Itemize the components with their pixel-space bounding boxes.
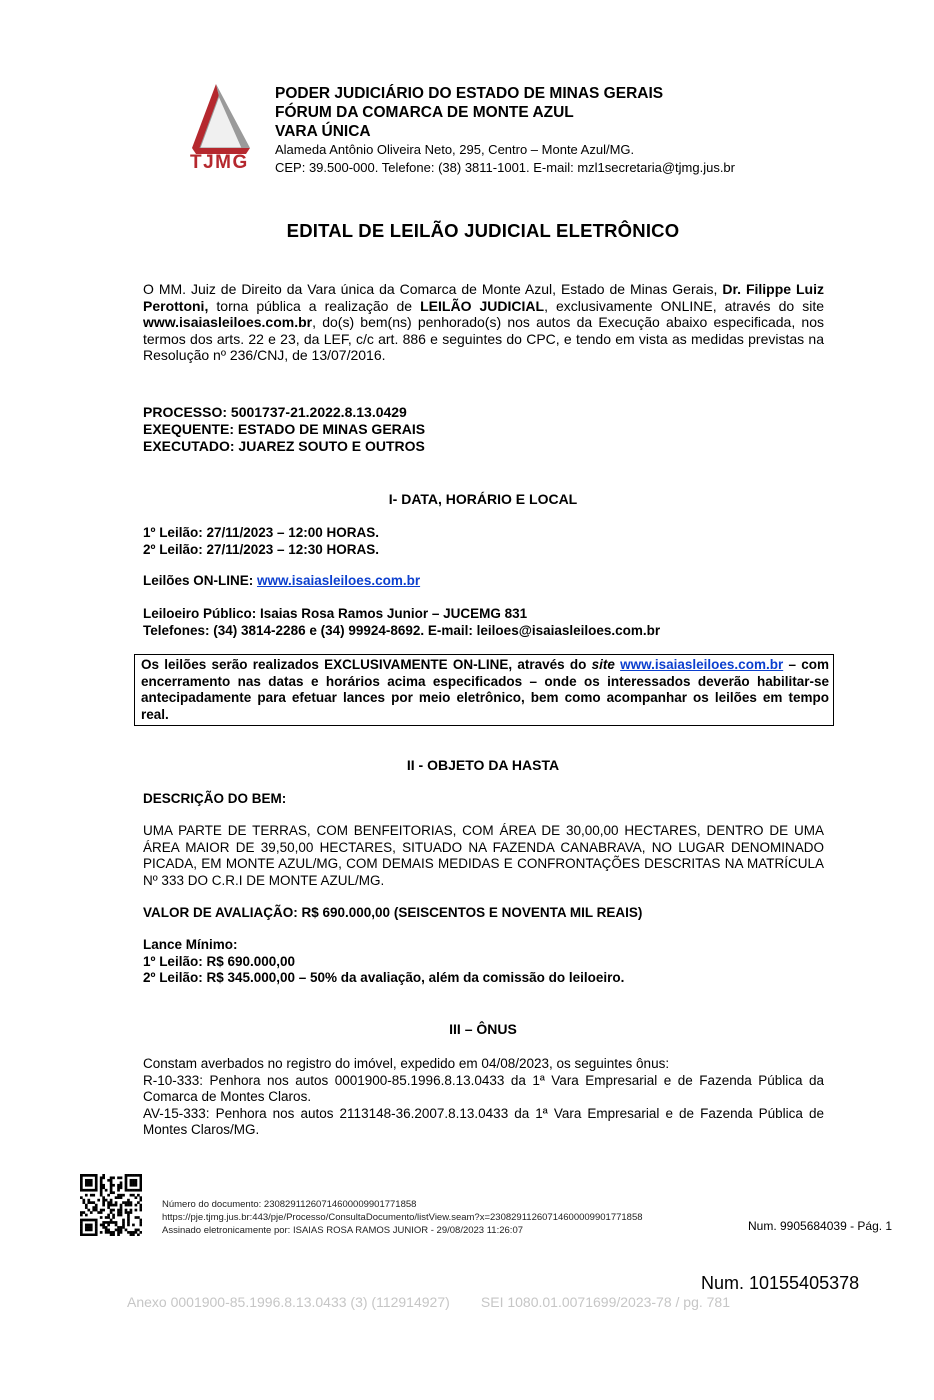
- footer-url: https://pje.tjmg.jus.br:443/pje/Processo/ConsultaDocumento/listView.seam?x=23082911260714600009901771858: [162, 1212, 643, 1223]
- online-notice-box: [134, 654, 834, 726]
- page-number: Num. 9905684039 - Pág. 1: [748, 1219, 893, 1233]
- intro-paragraph: [143, 281, 824, 364]
- leilao2: 2º Leilão: 27/11/2023 – 12:30 HORAS.: [143, 541, 380, 557]
- intro-t2: torna pública a realização de: [208, 297, 421, 314]
- intro-auction: LEILÃO JUDICIAL: [420, 297, 545, 314]
- intro-t3: , exclusivamente ONLINE, através do site: [544, 297, 825, 314]
- process-block: [143, 404, 425, 455]
- desc-label: DESCRIÇÃO DO BEM:: [143, 791, 287, 806]
- lance1: 1º Leilão: R$ 690.000,00: [143, 953, 296, 969]
- header-line2: FÓRUM DA COMARCA DE MONTE AZUL: [275, 104, 574, 121]
- box-link[interactable]: www.isaiasleiloes.com.br: [620, 657, 784, 672]
- leilao-dates: [143, 525, 379, 558]
- document-num: Num. 10155405378: [701, 1273, 860, 1293]
- lance2: 2º Leilão: R$ 345.000,00 – 50% da avaliação, além da comissão do leiloeiro.: [143, 970, 625, 985]
- footer-signed: Assinado eletronicamente por: ISAIAS ROSA RAMOS JUNIOR - 29/08/2023 11:26:07: [162, 1225, 524, 1236]
- header-block: [275, 84, 735, 177]
- box-t1: Os leilões serão realizados EXCLUSIVAMENTE ON-LINE, através do: [141, 657, 592, 672]
- leiloeiro-block: [143, 606, 660, 639]
- qr-code-icon: [80, 1174, 142, 1236]
- intro-t4: , do(s) bem(ns) penhorado(s) nos autos da Execução abaixo especificada, nos termos dos arts. 22 e 23, da LEF, c/c art. 886 e seguintes do CPC, e tendo em vista as medidas previstas na Resolução nº 236/CNJ, de 13/07/2016.: [143, 314, 824, 363]
- lance-block: [143, 937, 624, 987]
- box-t3: – com encerramento nas datas e horários acima especificados – onde os interessados deverão habilitar-se antecipadamente para efetuar lances por meio eletrônico, bem como acompanhar os leilões em tempo real.: [141, 657, 829, 722]
- header-line3: VARA ÚNICA: [275, 123, 371, 140]
- onus-block: [143, 1056, 824, 1139]
- online-label: Leilões ON-LINE:: [143, 573, 258, 588]
- logo-text: TJMG: [190, 152, 249, 173]
- onus-r10: R-10-333: Penhora nos autos 0001900-85.1996.8.13.0433 da 1ª Vara Empresarial e de Fazenda Pública da Comarca de Montes Claros.: [143, 1072, 824, 1104]
- annex-watermark: Anexo 0001900-85.1996.8.13.0433 (3) (112914927) SEI 1080.01.0071699/2023-78 / pg. 781: [127, 1294, 730, 1310]
- onus-av15: AV-15-333: Penhora nos autos 2113148-36.2007.8.13.0433 da 1ª Vara Empresarial e de Fazenda Pública de Montes Claros/MG.: [143, 1105, 824, 1137]
- process-number: PROCESSO: 5001737-21.2022.8.13.0429: [143, 404, 407, 420]
- box-site-word: site: [591, 657, 615, 672]
- intro-site: www.isaiasleiloes.com.br: [143, 314, 313, 330]
- header-contact: CEP: 39.500-000. Telefone: (38) 3811-1001. E-mail: mzl1secretaria@tjmg.jus.br: [275, 160, 735, 175]
- footer-info: [162, 1198, 643, 1237]
- intro-t1: O MM. Juiz de Direito da Vara única da Comarca de Monte Azul, Estado de Minas Gerais,: [143, 281, 723, 297]
- section2-heading: II - OBJETO DA HASTA: [406, 757, 560, 773]
- footer-doc-number: Número do documento: 23082911260714600009901771858: [162, 1199, 417, 1210]
- header-line1: PODER JUDICIÁRIO DO ESTADO DE MINAS GERAIS: [275, 85, 664, 102]
- leiloeiro-phones: Telefones: (34) 3814-2286 e (34) 99924-8692. E-mail: leiloes@isaiasleiloes.com.br: [143, 622, 661, 638]
- process-executado: EXECUTADO: JUAREZ SOUTO E OUTROS: [143, 438, 425, 454]
- desc-text: UMA PARTE DE TERRAS, COM BENFEITORIAS, COM ÁREA DE 30,00,00 HECTARES, DENTRO DE UMA ÁREA MAIOR DE 39,50,00 HECTARES, SITUADO NA FAZENDA CANABRAVA, NO LUGAR DENOMINADO PICADA, EM MONTE AZUL/MG, COM DEMAIS MEDIDAS E CONFRONTAÇÕES DESCRITAS NA MATRÍCULA Nº 333 DO C.R.I DE MONTE AZUL/MG.: [143, 823, 824, 888]
- page-title: EDITAL DE LEILÃO JUDICIAL ELETRÔNICO: [286, 220, 680, 241]
- online-line: [143, 573, 420, 588]
- lance-label: Lance Mínimo:: [143, 937, 238, 952]
- online-link[interactable]: www.isaiasleiloes.com.br: [257, 573, 421, 588]
- section1-heading: I- DATA, HORÁRIO E LOCAL: [388, 491, 578, 507]
- valor-avaliacao: VALOR DE AVALIAÇÃO: R$ 690.000,00 (SEISCENTOS E NOVENTA MIL REAIS): [143, 905, 643, 920]
- process-exequente: EXEQUENTE: ESTADO DE MINAS GERAIS: [143, 421, 426, 437]
- leiloeiro-name: Leiloeiro Público: Isaias Rosa Ramos Junior – JUCEMG 831: [143, 606, 528, 621]
- intro-judge: Dr. Filippe Luiz Perottoni,: [143, 281, 824, 314]
- section3-heading: III – ÔNUS: [449, 1021, 517, 1037]
- leilao1: 1º Leilão: 27/11/2023 – 12:00 HORAS.: [143, 525, 380, 540]
- onus-intro: Constam averbados no registro do imóvel, expedido em 04/08/2023, os seguintes ônus:: [143, 1056, 670, 1071]
- tjmg-logo: [186, 82, 258, 174]
- header-address: Alameda Antônio Oliveira Neto, 295, Centro – Monte Azul/MG.: [275, 142, 635, 157]
